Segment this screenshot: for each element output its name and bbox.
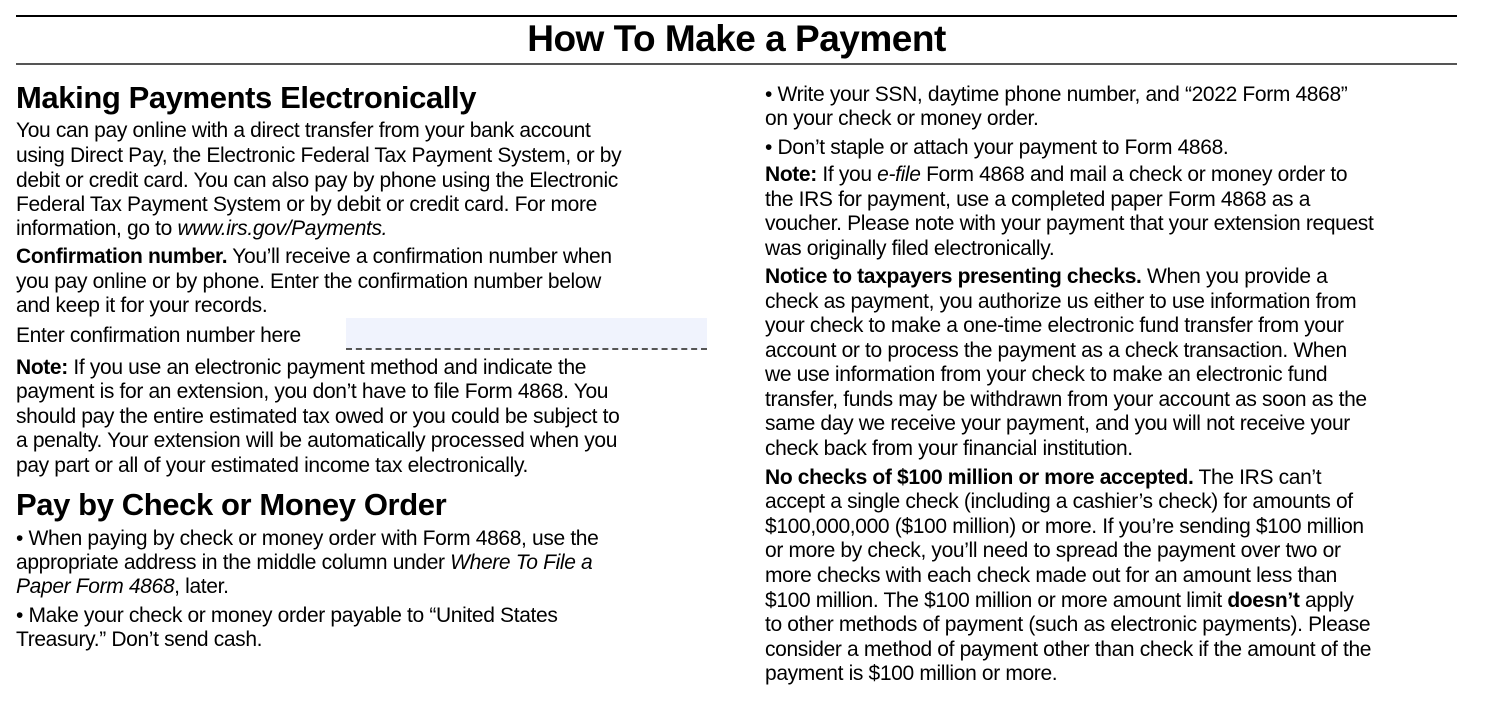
text: When you provide a [1141, 265, 1328, 288]
payments-link[interactable]: www.irs.gov/Payments. [177, 217, 388, 240]
confirmation-number-input[interactable] [346, 318, 707, 350]
text-line: $100,000,000 ($100 million) or more. If you’re sending $100 million [765, 515, 1364, 538]
text-line: or more by check, you’ll need to spread the payment over two or [765, 539, 1341, 562]
text: appropriate address in the middle column under [16, 551, 451, 574]
bullet-line: • Write your SSN, daytime phone number, and “2022 Form 4868” [765, 83, 1348, 106]
text-line: pay part or all of your estimated income tax electronically. [16, 454, 529, 477]
text: , later. [174, 575, 229, 598]
bullet-line: • Make your check or money order payable to “United States [16, 604, 558, 627]
note-label: Note: [16, 356, 68, 379]
text-line [16, 216, 387, 241]
confirmation-heading: Confirmation number. [16, 245, 228, 268]
text: If you use an electronic payment method and indicate the [67, 356, 587, 379]
heading-electronic: Making Payments Electronically [16, 80, 477, 115]
text: The IRS can’t [1193, 466, 1322, 489]
text-line: should pay the entire estimated tax owed or you could be subject to [16, 405, 620, 428]
text-line: account or to process the payment as a check transaction. When [765, 339, 1347, 362]
efile-italic: e-file [877, 163, 921, 186]
text-line: on your check or money order. [765, 107, 1039, 130]
text-line: voucher. Please note with your payment that your extension request [765, 212, 1374, 235]
text-line: Treasury.” Don’t send cash. [16, 628, 263, 651]
text-line: more checks with each check made out for an amount less than [765, 564, 1337, 587]
text: If you [816, 163, 878, 186]
bullet-line: • When paying by check or money order with Form 4868, use the [16, 527, 599, 550]
reference-italic: Paper Form 4868 [16, 575, 175, 598]
text-line: and keep it for your records. [16, 294, 268, 317]
text-line: accept a single check (including a cashier’s check) for amounts of [765, 490, 1353, 513]
text-line [16, 355, 586, 380]
bullet-line: • Don’t staple or attach your payment to Form 4868. [765, 136, 1229, 159]
text-line: payment is $100 million or more. [765, 662, 1058, 685]
text-line: your check to make a one-time electronic fund transfer from your [765, 314, 1344, 337]
heading-check: Pay by Check or Money Order [16, 487, 447, 522]
text-line [16, 574, 229, 599]
text: information, go to [16, 217, 178, 240]
text-line: consider a method of payment other than check if the amount of the [765, 638, 1372, 661]
note-label: Note: [765, 163, 817, 186]
reference-italic: Where To File a [450, 551, 593, 574]
text-line: Federal Tax Payment System or by debit or credit card. For more [16, 193, 597, 216]
text-line [765, 465, 1321, 490]
text-line [765, 588, 1354, 613]
text: You’ll receive a confirmation number when [227, 245, 612, 268]
text: Form 4868 and mail a check or money order to [920, 163, 1348, 186]
text-line [16, 244, 612, 269]
text-line: You can pay online with a direct transfer from your bank account [16, 119, 591, 142]
text-line: payment is for an extension, you don’t have to file Form 4868. You [16, 380, 609, 403]
text-line: check as payment, you authorize us either to use information from [765, 290, 1357, 313]
emphasis-bold: doesn’t [1227, 589, 1300, 612]
text-line: the IRS for payment, use a completed paper Form 4868 as a [765, 188, 1311, 211]
text-line: using Direct Pay, the Electronic Federal Tax Payment System, or by [16, 144, 622, 167]
text-line: a penalty. Your extension will be automatically processed when you [16, 429, 618, 452]
text-line: was originally filed electronically. [765, 237, 1055, 260]
title-rule [16, 63, 1457, 65]
notice-heading: Notice to taxpayers presenting checks. [765, 265, 1142, 288]
text: apply [1299, 589, 1354, 612]
text: $100 million. The $100 million or more amount limit [765, 589, 1228, 612]
text-line: we use information from your check to make an electronic fund [765, 363, 1328, 386]
page-title: How To Make a Payment [527, 18, 946, 59]
text-line: same day we receive your payment, and you will not receive your [765, 412, 1350, 435]
text-line: debit or credit card. You can also pay by phone using the Electronic [16, 169, 618, 192]
text-line: check back from your financial institution. [765, 437, 1133, 460]
confirmation-field-label: Enter confirmation number here [16, 324, 301, 347]
text-line: to other methods of payment (such as electronic payments). Please [765, 613, 1371, 636]
text-line [765, 264, 1327, 289]
text-line [16, 550, 592, 575]
text-line: you pay online or by phone. Enter the confirmation number below [16, 270, 601, 293]
nochecks-heading: No checks of $100 million or more accepted. [765, 466, 1194, 489]
text-line [765, 162, 1347, 187]
text-line: transfer, funds may be withdrawn from your account as soon as the [765, 388, 1367, 411]
